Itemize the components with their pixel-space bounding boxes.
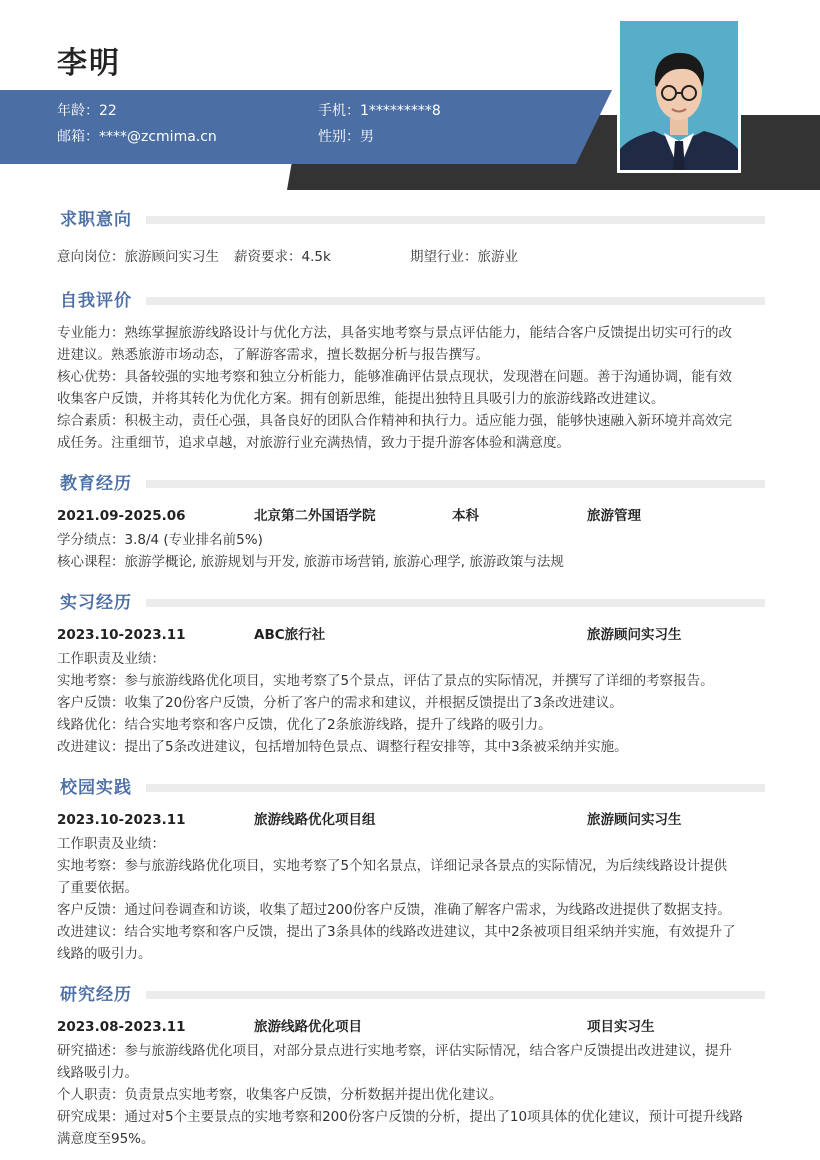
text-line: 学分绩点：3.8/4 (专业排名前5%) <box>57 532 263 548</box>
internship-role: 旅游顾问实习生 <box>587 627 682 643</box>
text-line: 专业能力：熟练掌握旅游线路设计与优化方法，具备实地考察与景点评估能力，能结合客户反馈提出切实可行的改 <box>57 325 732 341</box>
text-line: 研究成果：通过对5个主要景点的实地考察和200份客户反馈的分析，提出了10项具体的优化建议，预计可提升线路 <box>57 1109 744 1125</box>
campus-date: 2023.10-2023.11 <box>57 812 186 828</box>
section-title: 研究经历 <box>60 985 132 1005</box>
degree: 本科 <box>452 508 479 524</box>
research-details <box>57 1040 765 1150</box>
text-line: 工作职责及业绩： <box>57 651 165 667</box>
research-role: 项目实习生 <box>587 1019 655 1035</box>
section-divider <box>146 216 765 224</box>
text-line: 线路优化：结合实地考察和客户反馈，优化了2条旅游线路，提升了线路的吸引力。 <box>57 717 552 733</box>
text-line: 线路吸引力。 <box>57 1065 138 1081</box>
internship-date: 2023.10-2023.11 <box>57 627 186 643</box>
section-divider <box>146 480 765 488</box>
section-divider <box>146 297 765 305</box>
section-intention-header <box>60 208 765 232</box>
expected-industry: 期望行业：旅游业 <box>410 249 518 265</box>
internship-company: ABC旅行社 <box>254 627 326 643</box>
research-date: 2023.08-2023.11 <box>57 1019 186 1035</box>
self-eval-text <box>57 322 765 454</box>
section-title: 教育经历 <box>60 474 132 494</box>
text-line: 客户反馈：收集了20份客户反馈，分析了客户的需求和建议，并根据反馈提出了3条改进建议。 <box>57 695 623 711</box>
section-education-header <box>60 472 765 496</box>
text-line: 改进建议：结合实地考察和客户反馈，提出了3条具体的线路改进建议，其中2条被项目组采纳并实施，有效提升了 <box>57 924 736 940</box>
section-title: 校园实践 <box>60 778 132 798</box>
section-divider <box>146 784 765 792</box>
campus-entry-header <box>57 809 765 831</box>
section-title: 自我评价 <box>60 291 132 311</box>
text-line: 综合素质：积极主动，责任心强，具备良好的团队合作精神和执行力。适应能力强，能够快速融入新环境并高效完 <box>57 413 732 429</box>
campus-role: 旅游顾问实习生 <box>587 812 682 828</box>
campus-organization: 旅游线路优化项目组 <box>254 812 376 828</box>
text-line: 核心课程：旅游学概论, 旅游规划与开发, 旅游市场营销, 旅游心理学, 旅游政策与法规 <box>57 554 564 570</box>
section-title: 实习经历 <box>60 593 132 613</box>
campus-details <box>57 833 765 965</box>
gender-info: 性别：男 <box>318 129 374 145</box>
expected-salary: 薪资要求：4.5k <box>234 249 331 265</box>
research-entry-header <box>57 1016 765 1038</box>
education-entry-header <box>57 505 765 527</box>
education-details <box>57 529 765 573</box>
section-internship-header <box>60 591 765 615</box>
text-line: 研究描述：参与旅游线路优化项目，对部分景点进行实地考察，评估实际情况，结合客户反馈提出改进建议，提升 <box>57 1043 732 1059</box>
text-line: 线路的吸引力。 <box>57 946 152 962</box>
age-info: 年龄：22 <box>57 103 117 119</box>
section-campus-header <box>60 776 765 800</box>
section-title: 求职意向 <box>60 210 132 230</box>
text-line: 满意度至95%。 <box>57 1131 155 1147</box>
text-line: 改进建议：提出了5条改进建议，包括增加特色景点、调整行程安排等，其中3条被采纳并实施。 <box>57 739 628 755</box>
text-line: 了重要依据。 <box>57 880 138 896</box>
major: 旅游管理 <box>587 508 641 524</box>
text-line: 成任务。注重细节，追求卓越，对旅游行业充满热情，致力于提升游客体验和满意度。 <box>57 435 570 451</box>
text-line: 实地考察：参与旅游线路优化项目，实地考察了5个景点，评估了景点的实际情况，并撰写了详细的考察报告。 <box>57 673 714 689</box>
email-info: 邮箱：****@zcmima.cn <box>57 129 217 145</box>
section-self-eval-header <box>60 289 765 313</box>
text-line: 个人职责：负责景点实地考察，收集客户反馈，分析数据并提出优化建议。 <box>57 1087 503 1103</box>
internship-details <box>57 648 765 758</box>
text-line: 工作职责及业绩： <box>57 836 165 852</box>
section-divider <box>146 599 765 607</box>
education-date: 2021.09-2025.06 <box>57 508 186 524</box>
section-research-header <box>60 983 765 1007</box>
profile-photo <box>617 18 741 173</box>
text-line: 客户反馈：通过问卷调查和访谈，收集了超过200份客户反馈，准确了解客户需求，为线路改进提供了数据支持。 <box>57 902 731 918</box>
phone-info: 手机：1*********8 <box>318 103 441 119</box>
research-project: 旅游线路优化项目 <box>254 1019 362 1035</box>
intended-position: 意向岗位：旅游顾问实习生 <box>57 249 219 265</box>
text-line: 实地考察：参与旅游线路优化项目，实地考察了5个知名景点，详细记录各景点的实际情况，为后续线路设计提供 <box>57 858 728 874</box>
school-name: 北京第二外国语学院 <box>254 508 376 524</box>
text-line: 进建议。熟悉旅游市场动态，了解游客需求，擅长数据分析与报告撰写。 <box>57 347 489 363</box>
text-line: 核心优势：具备较强的实地考察和独立分析能力，能够准确评估景点现状，发现潜在问题。善于沟通协调，能有效 <box>57 369 732 385</box>
intention-row <box>57 246 765 268</box>
internship-entry-header <box>57 624 765 646</box>
section-divider <box>146 991 765 999</box>
candidate-name: 李明 <box>57 46 121 81</box>
text-line: 收集客户反馈，并将其转化为优化方案。拥有创新思维，能提出独特且具吸引力的旅游线路改进建议。 <box>57 391 665 407</box>
